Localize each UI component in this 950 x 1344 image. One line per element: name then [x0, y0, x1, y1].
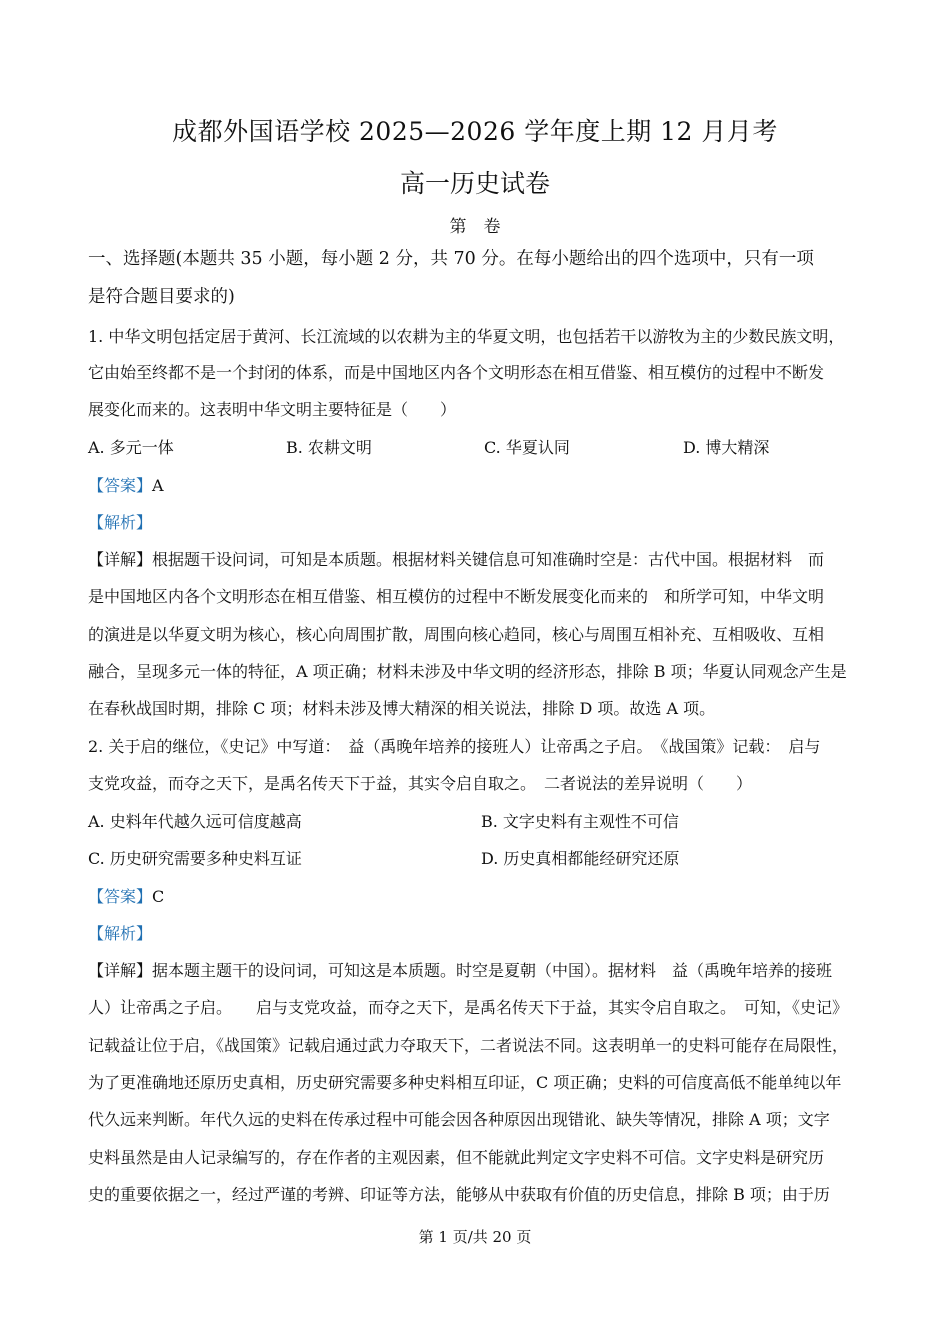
question-1-detail-line: 的演进是以华夏文明为核心，核心向周围扩散，周围向核心趋同，核心与周围互相补充、互相吸收、互相	[88, 625, 825, 644]
question-1-detail-line: 在春秋战国时期，排除 C 项；材料未涉及博大精深的相关说法，排除 D 项。故选 A 项。	[88, 699, 716, 718]
question-1-analysis	[88, 512, 888, 534]
question-1-answer	[88, 475, 888, 497]
page-number: 第 1 页/共 20 页	[418, 1228, 532, 1246]
question-1-option-c: C. 华夏认同	[484, 438, 570, 457]
question-1-option-b: B. 农耕文明	[286, 438, 372, 457]
answer-tag: 【答案】	[88, 476, 153, 495]
question-2-analysis	[88, 923, 888, 945]
question-2-option-d: D. 历史真相都能经研究还原	[481, 849, 680, 868]
section-heading-line: 是符合题目要求的)	[88, 287, 235, 307]
detail-tag: 【详解】	[88, 961, 153, 980]
question-2-option-c: C. 历史研究需要多种史料互证	[88, 849, 302, 868]
question-1-detail-line	[88, 549, 888, 571]
question-1-detail-line: 是中国地区内各个文明形态在相互借鉴、相互模仿的过程中不断发展变化而来的 和所学可知，中华文明	[88, 587, 825, 606]
question-2-detail-line: 史料虽然是由人记录编写的，存在作者的主观因素，但不能就此判定文字史料不可信。文字史料是研究历	[88, 1148, 825, 1167]
detail-tag: 【详解】	[88, 550, 153, 569]
volume-label: 第 卷	[449, 217, 501, 237]
question-2-detail-line: 人）让帝禹之子启。 启与支党攻益，而夺之天下，是禹名传天下于益，其实令启自取之。 可知，《史记》	[88, 998, 849, 1017]
analysis-tag: 【解析】	[88, 513, 153, 532]
question-2-detail-line: 记载益让位于启，《战国策》记载启通过武力夺取天下，二者说法不同。这表明单一的史料可能存在局限性，	[88, 1036, 849, 1055]
answer-tag: 【答案】	[88, 887, 153, 906]
exam-title: 成都外国语学校 2025—2026 学年度上期 12 月月考	[172, 117, 778, 146]
answer-value: C	[152, 887, 165, 906]
question-2-option-b: B. 文字史料有主观性不可信	[481, 812, 679, 831]
question-2-option-a: A. 史料年代越久远可信度越高	[88, 812, 302, 831]
analysis-tag: 【解析】	[88, 924, 153, 943]
question-1-option-d: D. 博大精深	[683, 438, 770, 457]
question-1-stem-line: 它由始至终都不是一个封闭的体系，而是中国地区内各个文明形态在相互借鉴、相互模仿的过程中不断发	[88, 363, 825, 382]
question-2-answer	[88, 886, 888, 908]
question-2-detail-line	[88, 960, 888, 982]
question-1-detail-line: 融合，呈现多元一体的特征，A 项正确；材料未涉及中华文明的经济形态，排除 B 项；华夏认同观念产生是	[88, 662, 847, 681]
question-2-stem-line: 支党攻益，而夺之天下，是禹名传天下于益，其实令启自取之。 二者说法的差异说明（ ）	[88, 774, 753, 793]
question-2-detail-line: 为了更准确地还原历史真相，历史研究需要多种史料相互印证，C 项正确；史料的可信度高低不能单纯以年	[88, 1073, 842, 1092]
answer-value: A	[152, 476, 164, 495]
question-2-stem-line: 2. 关于启的继位，《史记》中写道： 益（禹晚年培养的接班人）让帝禹之子启。 《战国策》记载： 启与	[88, 737, 821, 756]
question-1-option-a: A. 多元一体	[88, 438, 174, 457]
detail-text: 根据题干设问词，可知是本质题。根据材料关键信息可知准确时空是：古代中国。根据材料 而	[152, 550, 825, 569]
question-2-detail-line: 代久远来判断。年代久远的史料在传承过程中可能会因各种原因出现错讹、缺失等情况，排除 A 项；文字	[88, 1110, 830, 1129]
question-1-stem-line: 1. 中华文明包括定居于黄河、长江流域的以农耕为主的华夏文明，也包括若干以游牧为主的少数民族文明，	[88, 327, 845, 346]
section-heading-line: 一、选择题(本题共 35 小题，每小题 2 分，共 70 分。在每小题给出的四个选项中，只有一项	[88, 249, 814, 269]
question-1-stem-line: 展变化而来的。这表明中华文明主要特征是（ ）	[88, 400, 457, 419]
question-2-detail-line: 史的重要依据之一，经过严谨的考辨、印证等方法，能够从中获取有价值的历史信息，排除 B 项；由于历	[88, 1185, 830, 1204]
detail-text: 据本题主题干的设问词，可知这是本质题。时空是夏朝（中国）。据材料 益（禹晚年培养的接班	[152, 961, 833, 980]
exam-subtitle: 高一历史试卷	[399, 169, 550, 198]
